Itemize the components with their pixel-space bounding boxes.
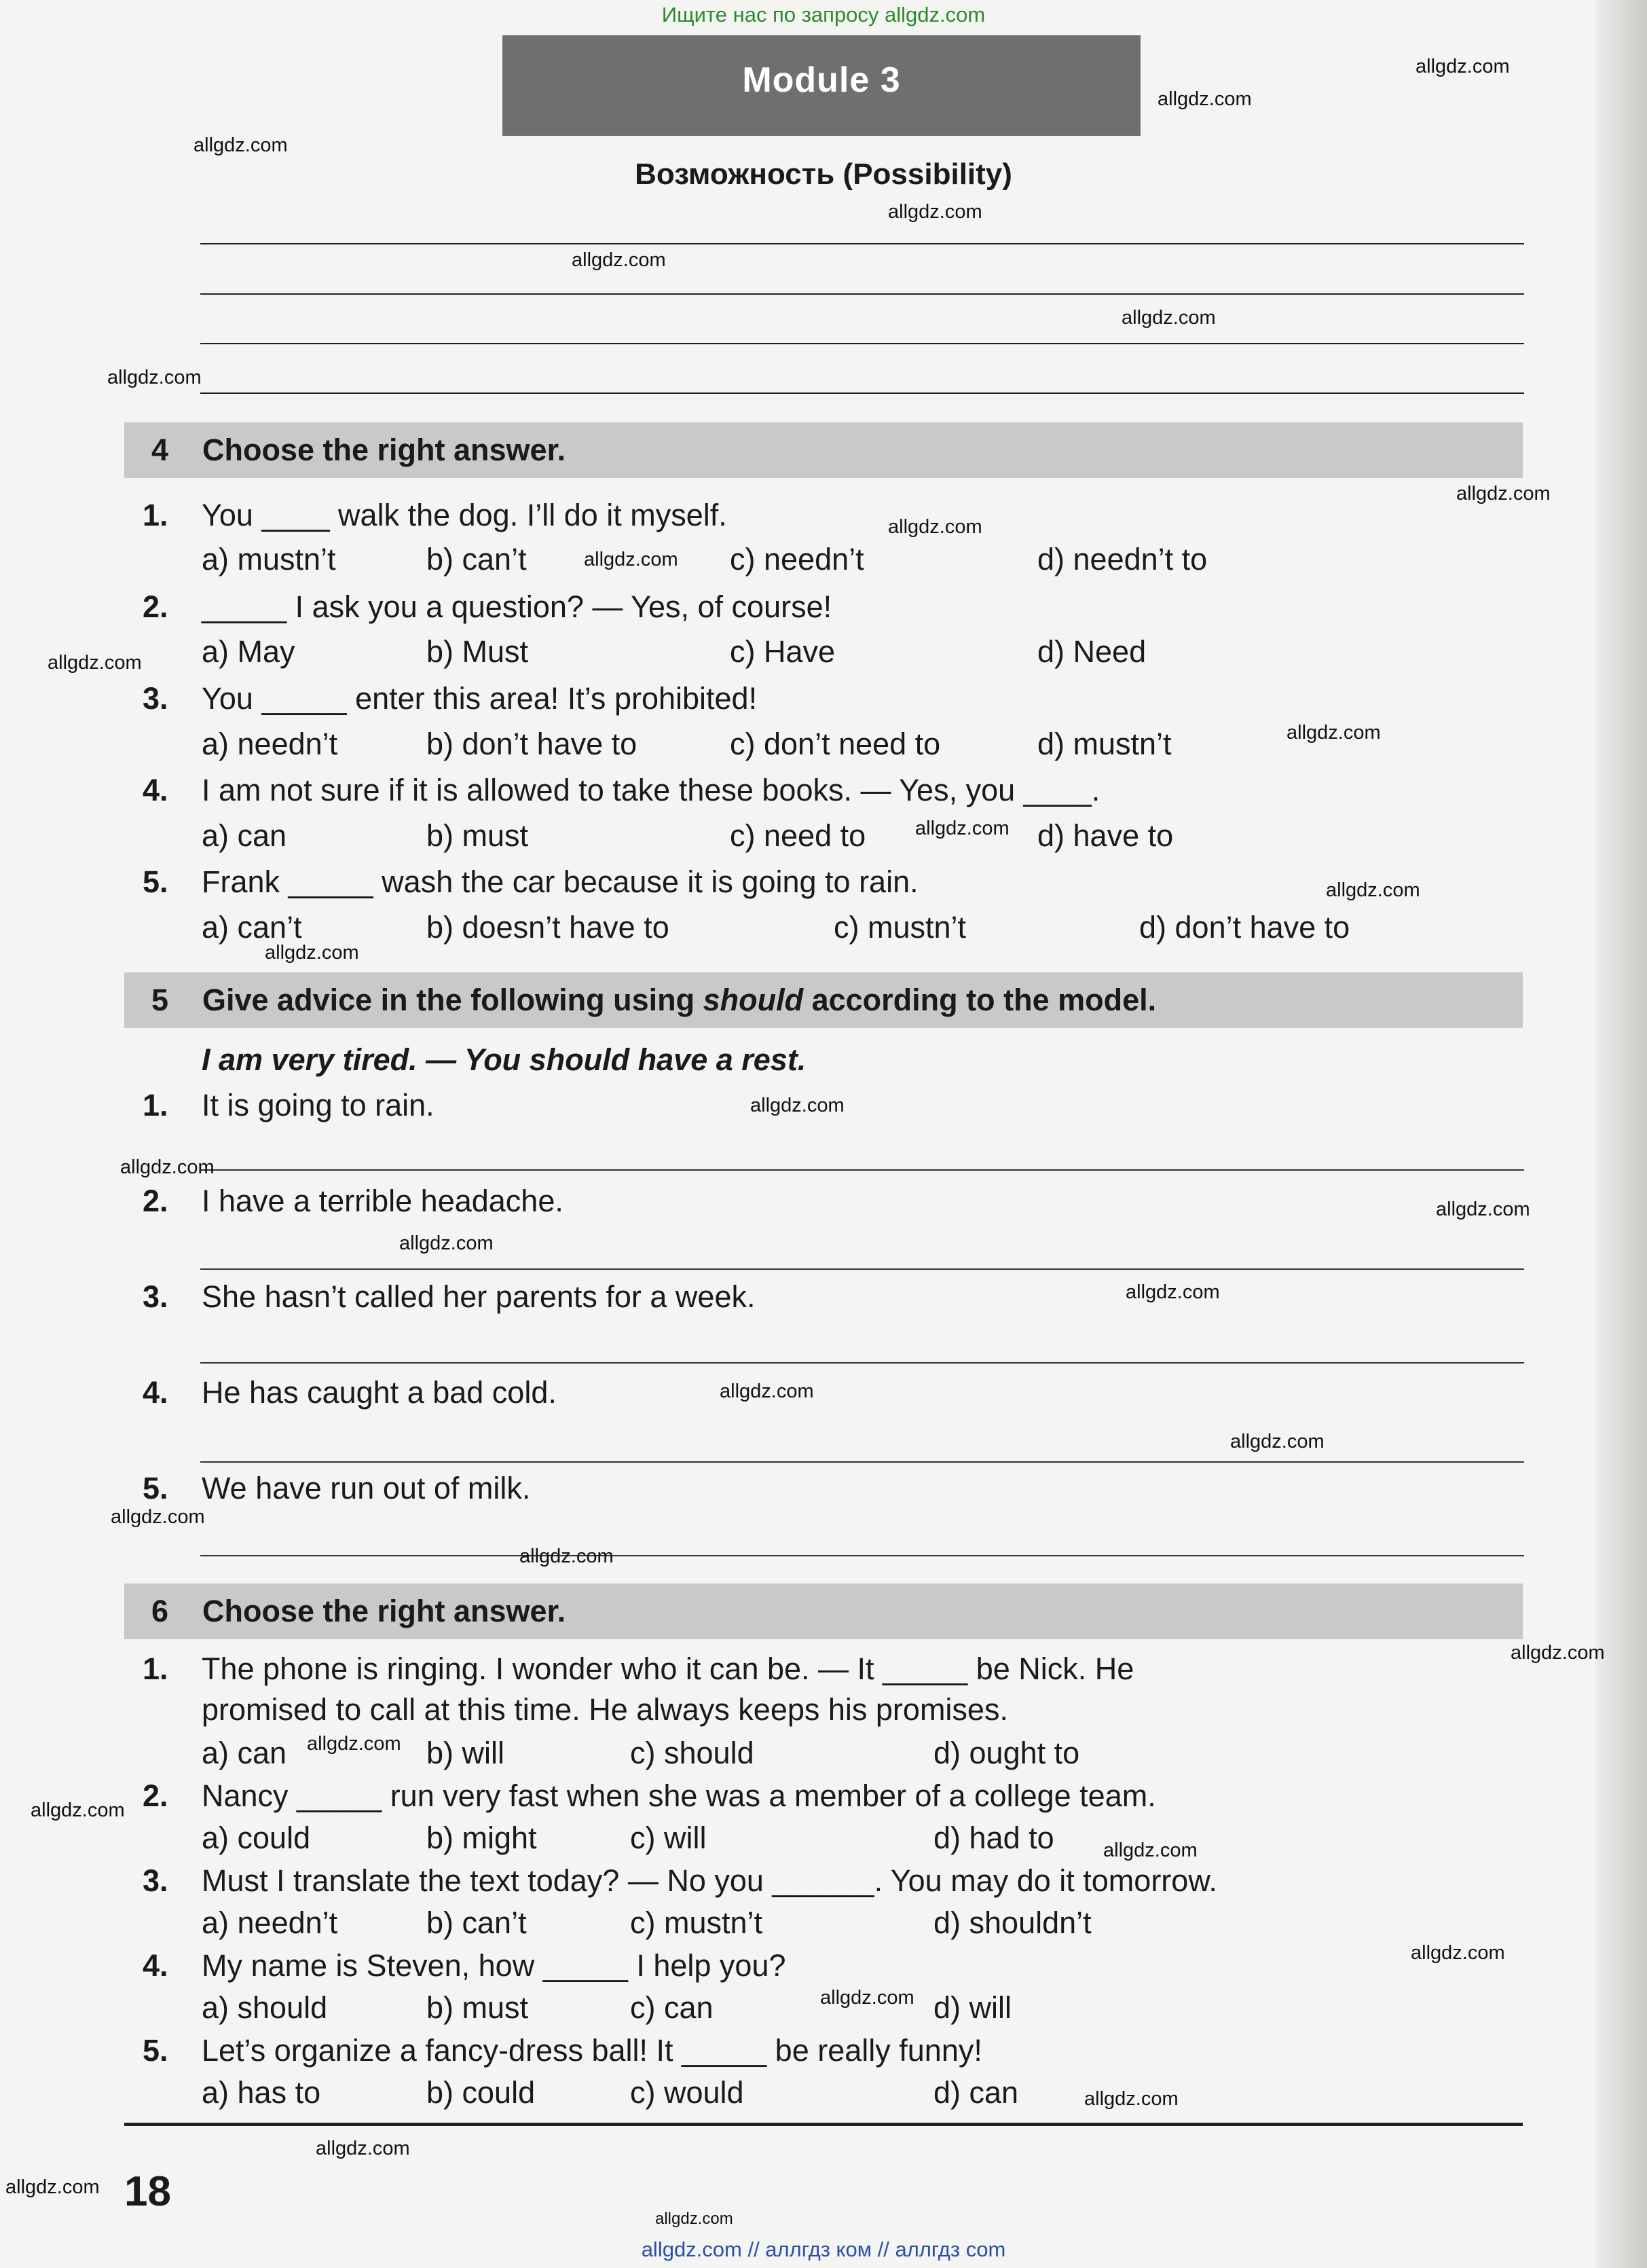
exercise-instruction: Choose the right answer. [202,433,566,467]
option: d) have to [1037,818,1174,853]
option: a) has to [202,2075,321,2110]
question-text: Must I translate the text today? — No you ______. You may do it tomorrow. [202,1863,1217,1898]
exercise-number: 6 [151,1594,169,1628]
question-text: Let’s organize a fancy-dress ball! It _____ be really funny! [202,2033,982,2068]
watermark: allgdz.com [107,367,202,388]
option: a) can [202,1736,287,1770]
question-text: The phone is ringing. I wonder who it can be. — It _____ be Nick. He [202,1651,1134,1686]
watermark: allgdz.com [307,1733,401,1755]
watermark: allgdz.com [48,652,142,674]
option: d) had to [933,1821,1054,1855]
exercise-6-header [124,1584,1523,1639]
option: c) will [630,1821,707,1855]
option: c) can [630,1990,714,2025]
top-banner: Ищите нас по запросу allgdz.com [661,3,986,26]
question-text: _____ I ask you a question? — Yes, of course! [202,589,832,624]
option: a) May [202,634,295,669]
option: b) Must [426,634,529,669]
answer-line [200,1268,1524,1270]
question-text: My name is Steven, how _____ I help you? [202,1948,786,1983]
option: b) could [426,2075,536,2110]
option: d) will [933,1990,1012,2025]
watermark: allgdz.com [750,1095,845,1116]
answer-line [200,1555,1524,1556]
watermark: allgdz.com [265,942,359,964]
watermark: allgdz.com [584,549,678,570]
option: c) needn’t [730,542,864,577]
option: c) need to [730,818,866,853]
option: d) mustn’t [1037,727,1172,761]
answer-line [200,1362,1524,1364]
question-number: 5. [143,2033,168,2068]
watermark: allgdz.com [193,134,288,156]
question-text: We have run out of milk. [202,1471,531,1505]
question-text: I am not sure if it is allowed to take these books. — Yes, you ____. [202,773,1100,807]
writing-line [200,293,1524,295]
option: b) might [426,1821,537,1855]
question-text: He has caught a bad cold. [202,1375,557,1410]
watermark: allgdz.com [399,1232,494,1254]
question-number: 4. [143,1948,168,1983]
option: d) needn’t to [1037,542,1208,577]
watermark: allgdz.com [888,516,982,538]
watermark: allgdz.com [888,201,982,223]
question-number: 3. [143,1863,168,1898]
section-title: Возможность (Possibility) [635,158,1012,191]
watermark: allgdz.com [1158,88,1252,110]
module-label: Module 3 [502,35,1141,136]
option: b) will [426,1736,505,1770]
writing-line [200,243,1524,244]
page-number: 18 [124,2168,171,2215]
question-text: Nancy _____ run very fast when she was a member of a college team. [202,1778,1156,1813]
option: c) mustn’t [834,910,967,945]
option: c) don’t need to [730,727,941,761]
option: c) would [630,2075,744,2110]
option: a) could [202,1821,311,1855]
question-text: I have a terrible headache. [202,1184,563,1218]
watermark: allgdz.com [1411,1942,1505,1964]
exercise-5-header [124,972,1523,1028]
exercise-4-header [124,422,1523,478]
question-number: 5. [143,864,168,899]
option: c) should [630,1736,754,1770]
watermark: allgdz.com [1126,1281,1220,1303]
bottom-rule [124,2123,1523,2126]
exercise-number: 4 [151,433,169,467]
bottom-banner: allgdz.com // аллгдз ком // аллгдз com [641,2237,1006,2261]
exercise-number: 5 [151,983,169,1017]
watermark: allgdz.com [572,249,666,271]
question-number: 2. [143,589,168,624]
watermark: allgdz.com [1287,722,1381,744]
watermark: allgdz.com [1415,56,1510,77]
question-number: 2. [143,1778,168,1813]
option: c) mustn’t [630,1905,763,1940]
option: b) must [426,818,529,853]
watermark: allgdz.com [1103,1840,1198,1861]
option: a) should [202,1990,328,2025]
question-text: It is going to rain. [202,1088,434,1122]
watermark: allgdz.com [915,818,1010,839]
option: c) Have [730,634,836,669]
watermark: allgdz.com [111,1506,205,1528]
question-number: 3. [143,681,168,716]
question-text: Frank _____ wash the car because it is going to rain. [202,864,919,899]
watermark: allgdz.com [316,2138,410,2159]
page-edge-shadow [1595,0,1647,2268]
answer-line [200,1169,1524,1171]
answer-line [200,1461,1524,1463]
writing-line [200,343,1524,344]
question-number: 2. [143,1184,168,1218]
exercise-instruction: Give advice in the following using should according to the model. [202,983,1157,1017]
watermark: allgdz.com [1511,1642,1605,1664]
watermark: allgdz.com [1230,1431,1325,1452]
option: d) ought to [933,1736,1080,1770]
option: d) don’t have to [1139,910,1350,945]
option: a) mustn’t [202,542,336,577]
option: d) can [933,2075,1019,2110]
question-number: 4. [143,1375,168,1410]
question-number: 1. [143,1088,168,1122]
option: a) needn’t [202,727,338,761]
option: b) must [426,1990,529,2025]
watermark: allgdz.com [655,2210,733,2228]
question-text: You ____ walk the dog. I’ll do it myself. [202,498,727,532]
watermark: allgdz.com [519,1545,614,1567]
question-number: 1. [143,1651,168,1686]
watermark: allgdz.com [31,1799,125,1821]
question-number: 1. [143,498,168,532]
question-number: 5. [143,1471,168,1505]
option: d) shouldn’t [933,1905,1092,1940]
watermark: allgdz.com [1326,879,1420,901]
question-number: 3. [143,1279,168,1314]
option: b) don’t have to [426,727,637,761]
model-sentence: I am very tired. — You should have a rest. [202,1042,807,1077]
writing-line [200,392,1524,394]
watermark: allgdz.com [720,1380,814,1402]
question-number: 4. [143,773,168,807]
option: b) can’t [426,542,527,577]
watermark: allgdz.com [5,2176,100,2198]
watermark: allgdz.com [1122,307,1216,329]
watermark: allgdz.com [1456,483,1551,505]
watermark: allgdz.com [1084,2088,1179,2110]
question-text-continued: promised to call at this time. He always keeps his promises. [202,1692,1008,1727]
question-text: She hasn’t called her parents for a week. [202,1279,756,1314]
option: a) needn’t [202,1905,338,1940]
watermark: allgdz.com [820,1987,914,2009]
option: b) doesn’t have to [426,910,669,945]
exercise-instruction: Choose the right answer. [202,1594,566,1628]
option: d) Need [1037,634,1147,669]
question-text: You _____ enter this area! It’s prohibited! [202,681,758,716]
watermark: allgdz.com [120,1156,215,1178]
option: a) can’t [202,910,302,945]
watermark: allgdz.com [1436,1199,1530,1220]
option: a) can [202,818,287,853]
option: b) can’t [426,1905,527,1940]
